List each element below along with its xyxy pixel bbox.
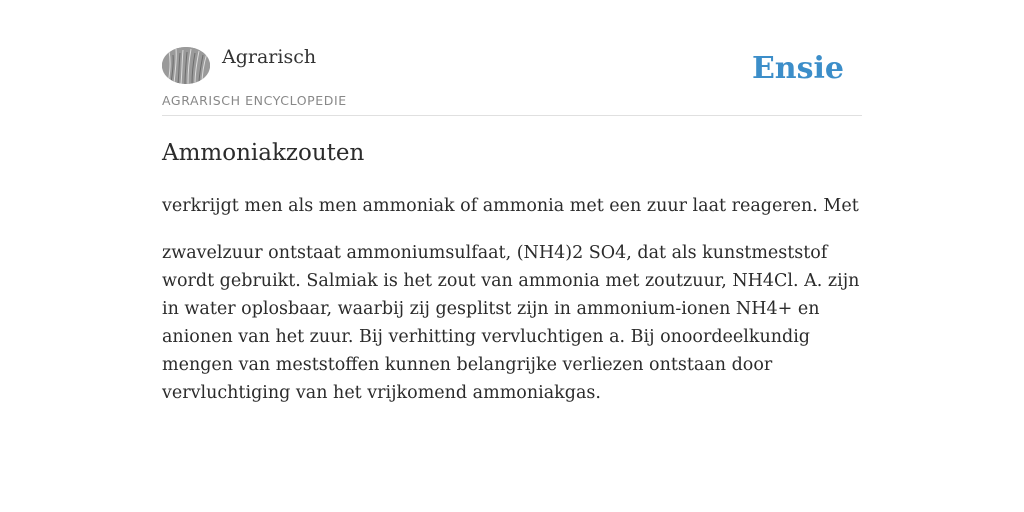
site-name[interactable]: Agrarisch <box>222 46 317 68</box>
wheat-graphic <box>162 47 210 84</box>
wheat-photo-icon[interactable] <box>162 47 210 84</box>
site-header <box>162 0 862 116</box>
article-paragraph-1: verkrijgt men als men ammoniak of ammonia met een zuur laat reageren. Met <box>162 196 859 216</box>
page-container <box>162 0 862 403</box>
article-title: Ammoniakzouten <box>162 140 365 166</box>
article-paragraph-2: zwavelzuur ontstaat ammoniumsulfaat, (NH4)2 SO4, dat als kunstmeststof wordt gebruikt. Salmiak is het zout van ammonia met zoutzuur, NH4Cl. A. zijn in water oplosbaar, waarbij zij gesplitst zijn in ammonium-ionen NH4+ en anionen van het zuur. Bij verhitting vervluchtigen a. Bij onoordeelkundig mengen van meststoffen kunnen belangrijke verliezen ontstaan door vervluchtiging van het vrijkomend ammoniakgas. <box>162 243 860 403</box>
ensie-logo[interactable]: Ensie <box>751 51 844 86</box>
site-subtitle: AGRARISCH ENCYCLOPEDIE <box>162 93 347 108</box>
